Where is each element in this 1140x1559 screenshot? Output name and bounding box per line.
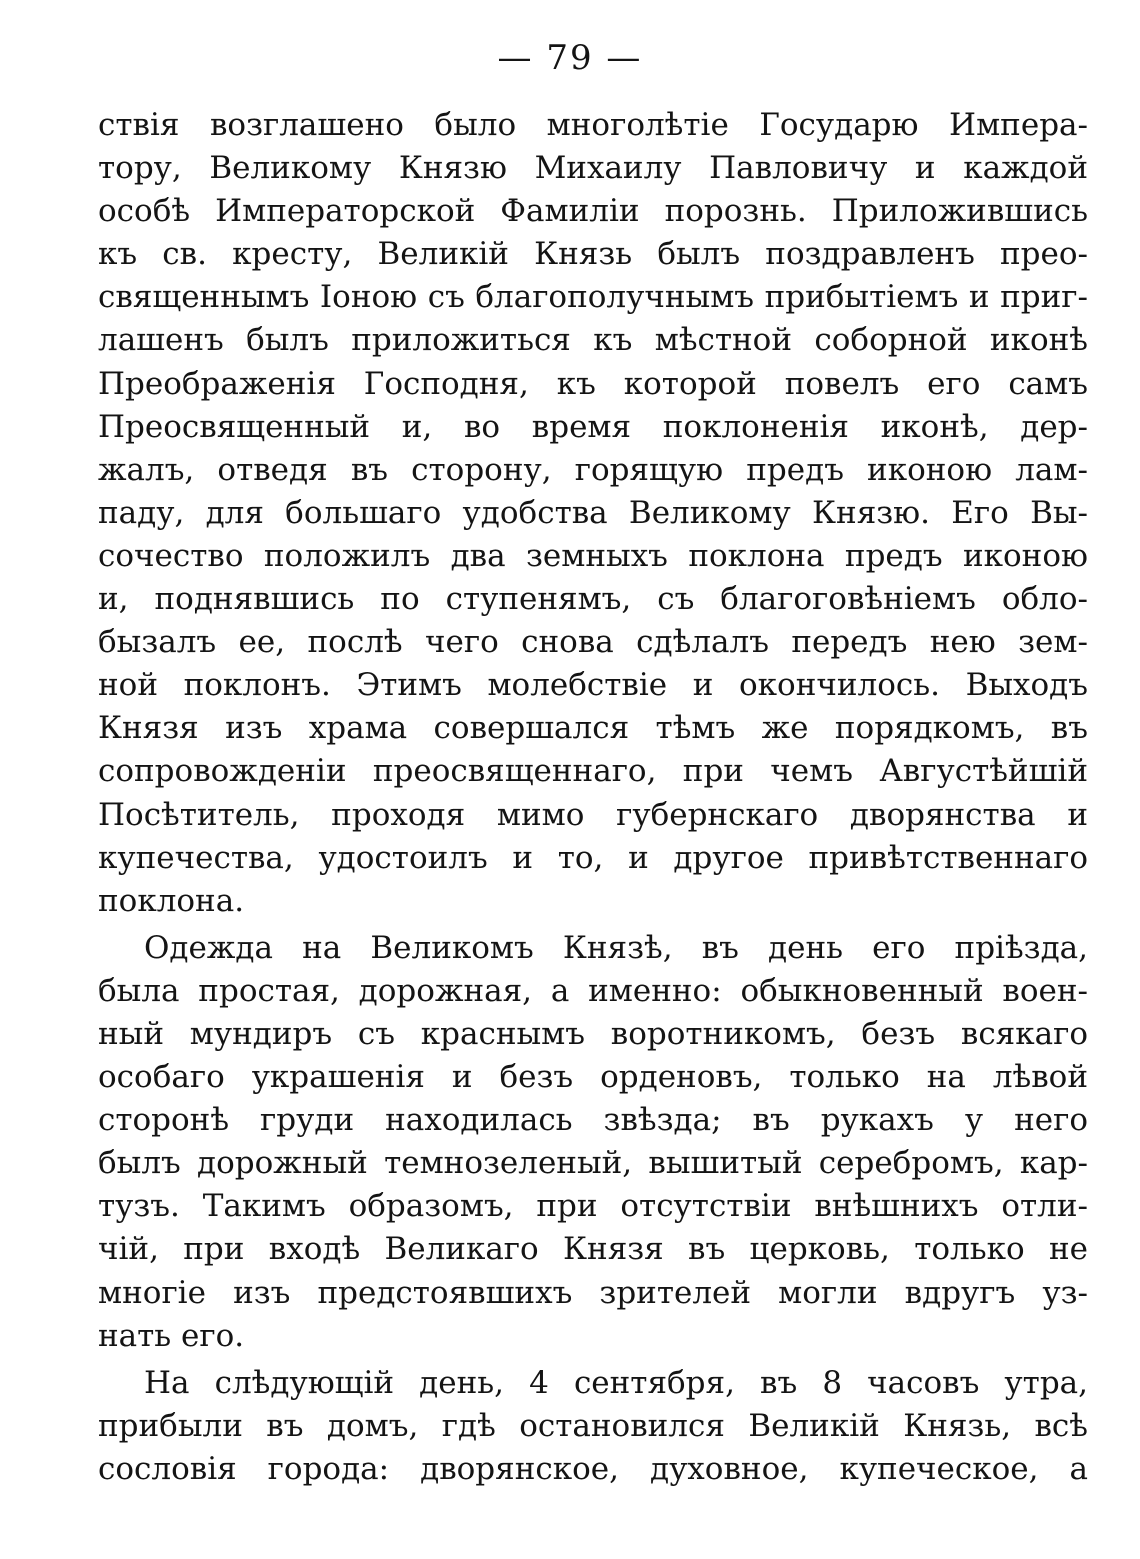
text-line: къ св. кресту, Великій Князь былъ поздравленъ прео- <box>98 236 1088 273</box>
text-line: жалъ, отведя въ сторону, горящую предъ иконою лам- <box>98 451 1088 488</box>
text-line: особѣ Императорской Фамиліи порознь. Приложившись <box>98 193 1088 230</box>
text-line: чій, при входѣ Великаго Князя въ церковь, только не <box>98 1231 1088 1268</box>
text-line: Князя изъ храма совершался тѣмъ же порядкомъ, въ <box>98 710 1088 747</box>
text-line: сторонѣ груди находилась звѣзда; въ рукахъ у него <box>98 1102 1088 1139</box>
text-line: былъ дорожный темнозеленый, вышитый серебромъ, кар- <box>98 1145 1088 1182</box>
text-line: была простая, дорожная, а именно: обыкновенный воен- <box>98 972 1088 1009</box>
paragraph-2 <box>98 927 1088 1358</box>
text-line: На слѣдующій день, 4 сентября, въ 8 часовъ утра, <box>144 1364 1088 1401</box>
page-number: — 79 — <box>497 38 643 78</box>
text-line: сочество положилъ два земныхъ поклона предъ иконою <box>98 537 1088 574</box>
text-line: тору, Великому Князю Михаилу Павловичу и каждой <box>98 150 1088 187</box>
text-line: нать его. <box>98 1317 245 1354</box>
text-line: паду, для большаго удобства Великому Князю. Его Вы- <box>98 494 1088 531</box>
text-line: Посѣтитель, проходя мимо губернскаго дворянства и <box>98 796 1088 833</box>
text-line: многіе изъ предстоявшихъ зрителей могли вдругъ уз- <box>98 1274 1088 1311</box>
text-line: ной поклонъ. Этимъ молебствіе и окончилось. Выходъ <box>98 667 1088 704</box>
text-line: сословія города: дворянское, духовное, купеческое, а <box>98 1450 1088 1487</box>
paragraph-3 <box>98 1362 1088 1491</box>
text-line: Одежда на Великомъ Князѣ, въ день его пріѣзда, <box>144 929 1088 966</box>
text-line: бызалъ ее, послѣ чего снова сдѣлалъ передъ нею зем- <box>98 624 1088 661</box>
text-line: сопровожденіи преосвященнаго, при чемъ Августѣйшій <box>98 753 1088 790</box>
text-line: ствія возглашено было многолѣтіе Государю Импера- <box>98 107 1088 143</box>
text-line: лашенъ былъ приложиться къ мѣстной соборной иконѣ <box>98 322 1088 359</box>
text-line: поклона. <box>98 882 245 919</box>
text-line: тузъ. Такимъ образомъ, при отсутствіи внѣшнихъ отли- <box>98 1188 1088 1225</box>
body-text <box>98 104 1088 1491</box>
text-line: Преосвященный и, во время поклоненія иконѣ, дер- <box>98 408 1088 445</box>
text-line: Преображенія Господня, къ которой повелъ его самъ <box>98 365 1088 402</box>
text-line: и, поднявшись по ступенямъ, съ благоговѣніемъ обло- <box>98 581 1088 618</box>
text-line: ный мундиръ съ краснымъ воротникомъ, безъ всякаго <box>98 1015 1088 1052</box>
text-line: прибыли въ домъ, гдѣ остановился Великій Князь, всѣ <box>98 1407 1088 1444</box>
text-line: священнымъ Іоною съ благополучнымъ прибытіемъ и приг- <box>98 279 1088 316</box>
text-line: особаго украшенія и безъ орденовъ, только на лѣвой <box>98 1059 1088 1096</box>
text-line: купечества, удостоилъ и то, и другое привѣтственнаго <box>98 839 1088 876</box>
paragraph-1 <box>98 104 1088 923</box>
